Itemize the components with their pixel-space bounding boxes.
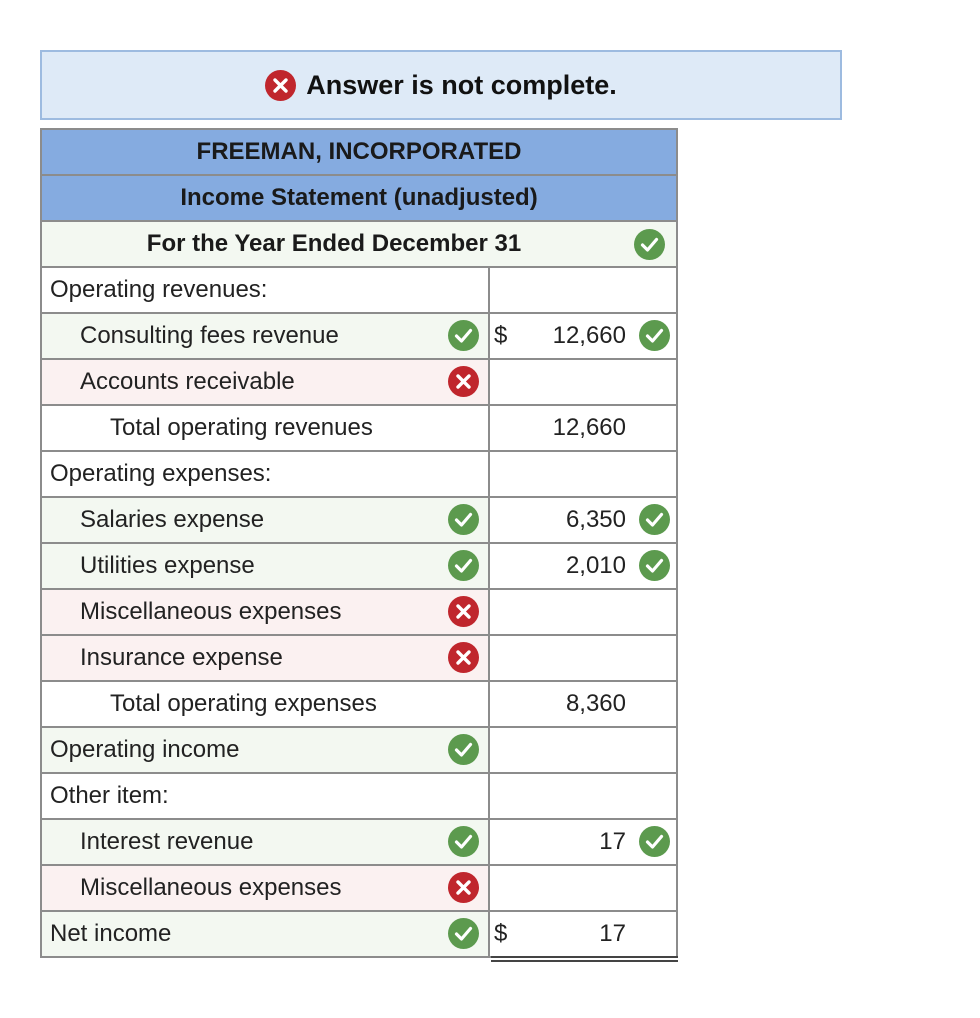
statement-period[interactable] [42, 222, 678, 268]
check-circle-icon [639, 320, 670, 351]
amount-value: 17 [599, 920, 626, 947]
dollar-sign: $ [494, 322, 508, 349]
check-circle-icon [448, 320, 479, 351]
statement-title [42, 176, 678, 222]
check-circle-icon [448, 504, 479, 535]
amount-cell[interactable] [490, 314, 678, 358]
statement-title-text: Income Statement (unadjusted) [180, 184, 538, 211]
amount-cell[interactable] [490, 590, 678, 634]
account-label: Operating income [50, 736, 240, 763]
account-label-cell[interactable] [42, 452, 490, 496]
check-circle-icon [448, 826, 479, 857]
account-label: Operating expenses: [50, 460, 272, 487]
account-label: Miscellaneous expenses [80, 598, 342, 625]
amount-cell[interactable] [490, 820, 678, 864]
answer-status-banner [40, 50, 842, 120]
account-label: Total operating expenses [110, 690, 377, 717]
amount-cell[interactable] [490, 268, 678, 312]
amount-cell[interactable] [490, 912, 678, 956]
account-label-cell[interactable] [42, 820, 490, 864]
account-label-cell[interactable] [42, 912, 490, 956]
account-label: Total operating revenues [110, 414, 373, 441]
statement-row [42, 406, 678, 452]
check-circle-icon [639, 504, 670, 535]
account-label-cell[interactable] [42, 774, 490, 818]
statement-rows [42, 268, 678, 958]
income-statement-table [40, 128, 678, 958]
check-circle-icon [639, 550, 670, 581]
account-label-cell[interactable] [42, 314, 490, 358]
account-label: Miscellaneous expenses [80, 874, 342, 901]
statement-row [42, 590, 678, 636]
account-label: Salaries expense [80, 506, 265, 533]
statement-row [42, 452, 678, 498]
statement-row [42, 268, 678, 314]
company-name-text: FREEMAN, INCORPORATED [196, 138, 522, 165]
account-label-cell[interactable] [42, 728, 490, 772]
account-label-cell[interactable] [42, 268, 490, 312]
check-circle-icon [448, 550, 479, 581]
account-label: Utilities expense [80, 552, 255, 579]
statement-row [42, 360, 678, 406]
amount-cell[interactable] [490, 728, 678, 772]
account-label-cell[interactable] [42, 406, 490, 450]
amount-value: 6,350 [565, 506, 626, 533]
account-label: Other item: [50, 782, 169, 809]
check-circle-icon [448, 734, 479, 765]
check-circle-icon [634, 229, 665, 260]
amount-value: 2,010 [565, 552, 626, 579]
account-label: Operating revenues: [50, 276, 268, 303]
x-circle-icon [448, 596, 479, 627]
statement-period-text: For the Year Ended December 31 [146, 230, 522, 257]
x-circle-icon [448, 642, 479, 673]
amount-cell[interactable] [490, 544, 678, 588]
account-label: Accounts receivable [80, 368, 295, 395]
amount-cell[interactable] [490, 498, 678, 542]
statement-row [42, 820, 678, 866]
amount-cell[interactable] [490, 866, 678, 910]
x-circle-icon [448, 366, 479, 397]
statement-row [42, 866, 678, 912]
statement-row [42, 636, 678, 682]
amount-value: 8,360 [565, 690, 626, 717]
account-label-cell[interactable] [42, 636, 490, 680]
account-label: Net income [50, 920, 172, 947]
account-label-cell[interactable] [42, 544, 490, 588]
amount-cell[interactable] [490, 360, 678, 404]
account-label-cell[interactable] [42, 590, 490, 634]
account-label-cell[interactable] [42, 866, 490, 910]
check-circle-icon [448, 918, 479, 949]
amount-value: 12,660 [552, 414, 626, 441]
amount-cell[interactable] [490, 682, 678, 726]
amount-cell[interactable] [490, 452, 678, 496]
banner-text: Answer is not complete. [306, 69, 617, 100]
account-label-cell[interactable] [42, 498, 490, 542]
account-label-cell[interactable] [42, 682, 490, 726]
amount-value: 17 [599, 828, 626, 855]
net-income-double-underline [491, 956, 678, 962]
amount-value: 12,660 [552, 322, 626, 349]
amount-cell[interactable] [490, 406, 678, 450]
company-name [42, 130, 678, 176]
x-circle-icon [448, 872, 479, 903]
statement-row [42, 682, 678, 728]
statement-row [42, 544, 678, 590]
account-label: Interest revenue [80, 828, 254, 855]
amount-cell[interactable] [490, 636, 678, 680]
check-circle-icon [639, 826, 670, 857]
x-circle-icon [265, 70, 296, 101]
account-label: Insurance expense [80, 644, 283, 671]
account-label: Consulting fees revenue [80, 322, 339, 349]
statement-row [42, 728, 678, 774]
dollar-sign: $ [494, 920, 508, 947]
statement-row [42, 912, 678, 958]
amount-cell[interactable] [490, 774, 678, 818]
account-label-cell[interactable] [42, 360, 490, 404]
statement-row [42, 314, 678, 360]
statement-row [42, 774, 678, 820]
statement-row [42, 498, 678, 544]
